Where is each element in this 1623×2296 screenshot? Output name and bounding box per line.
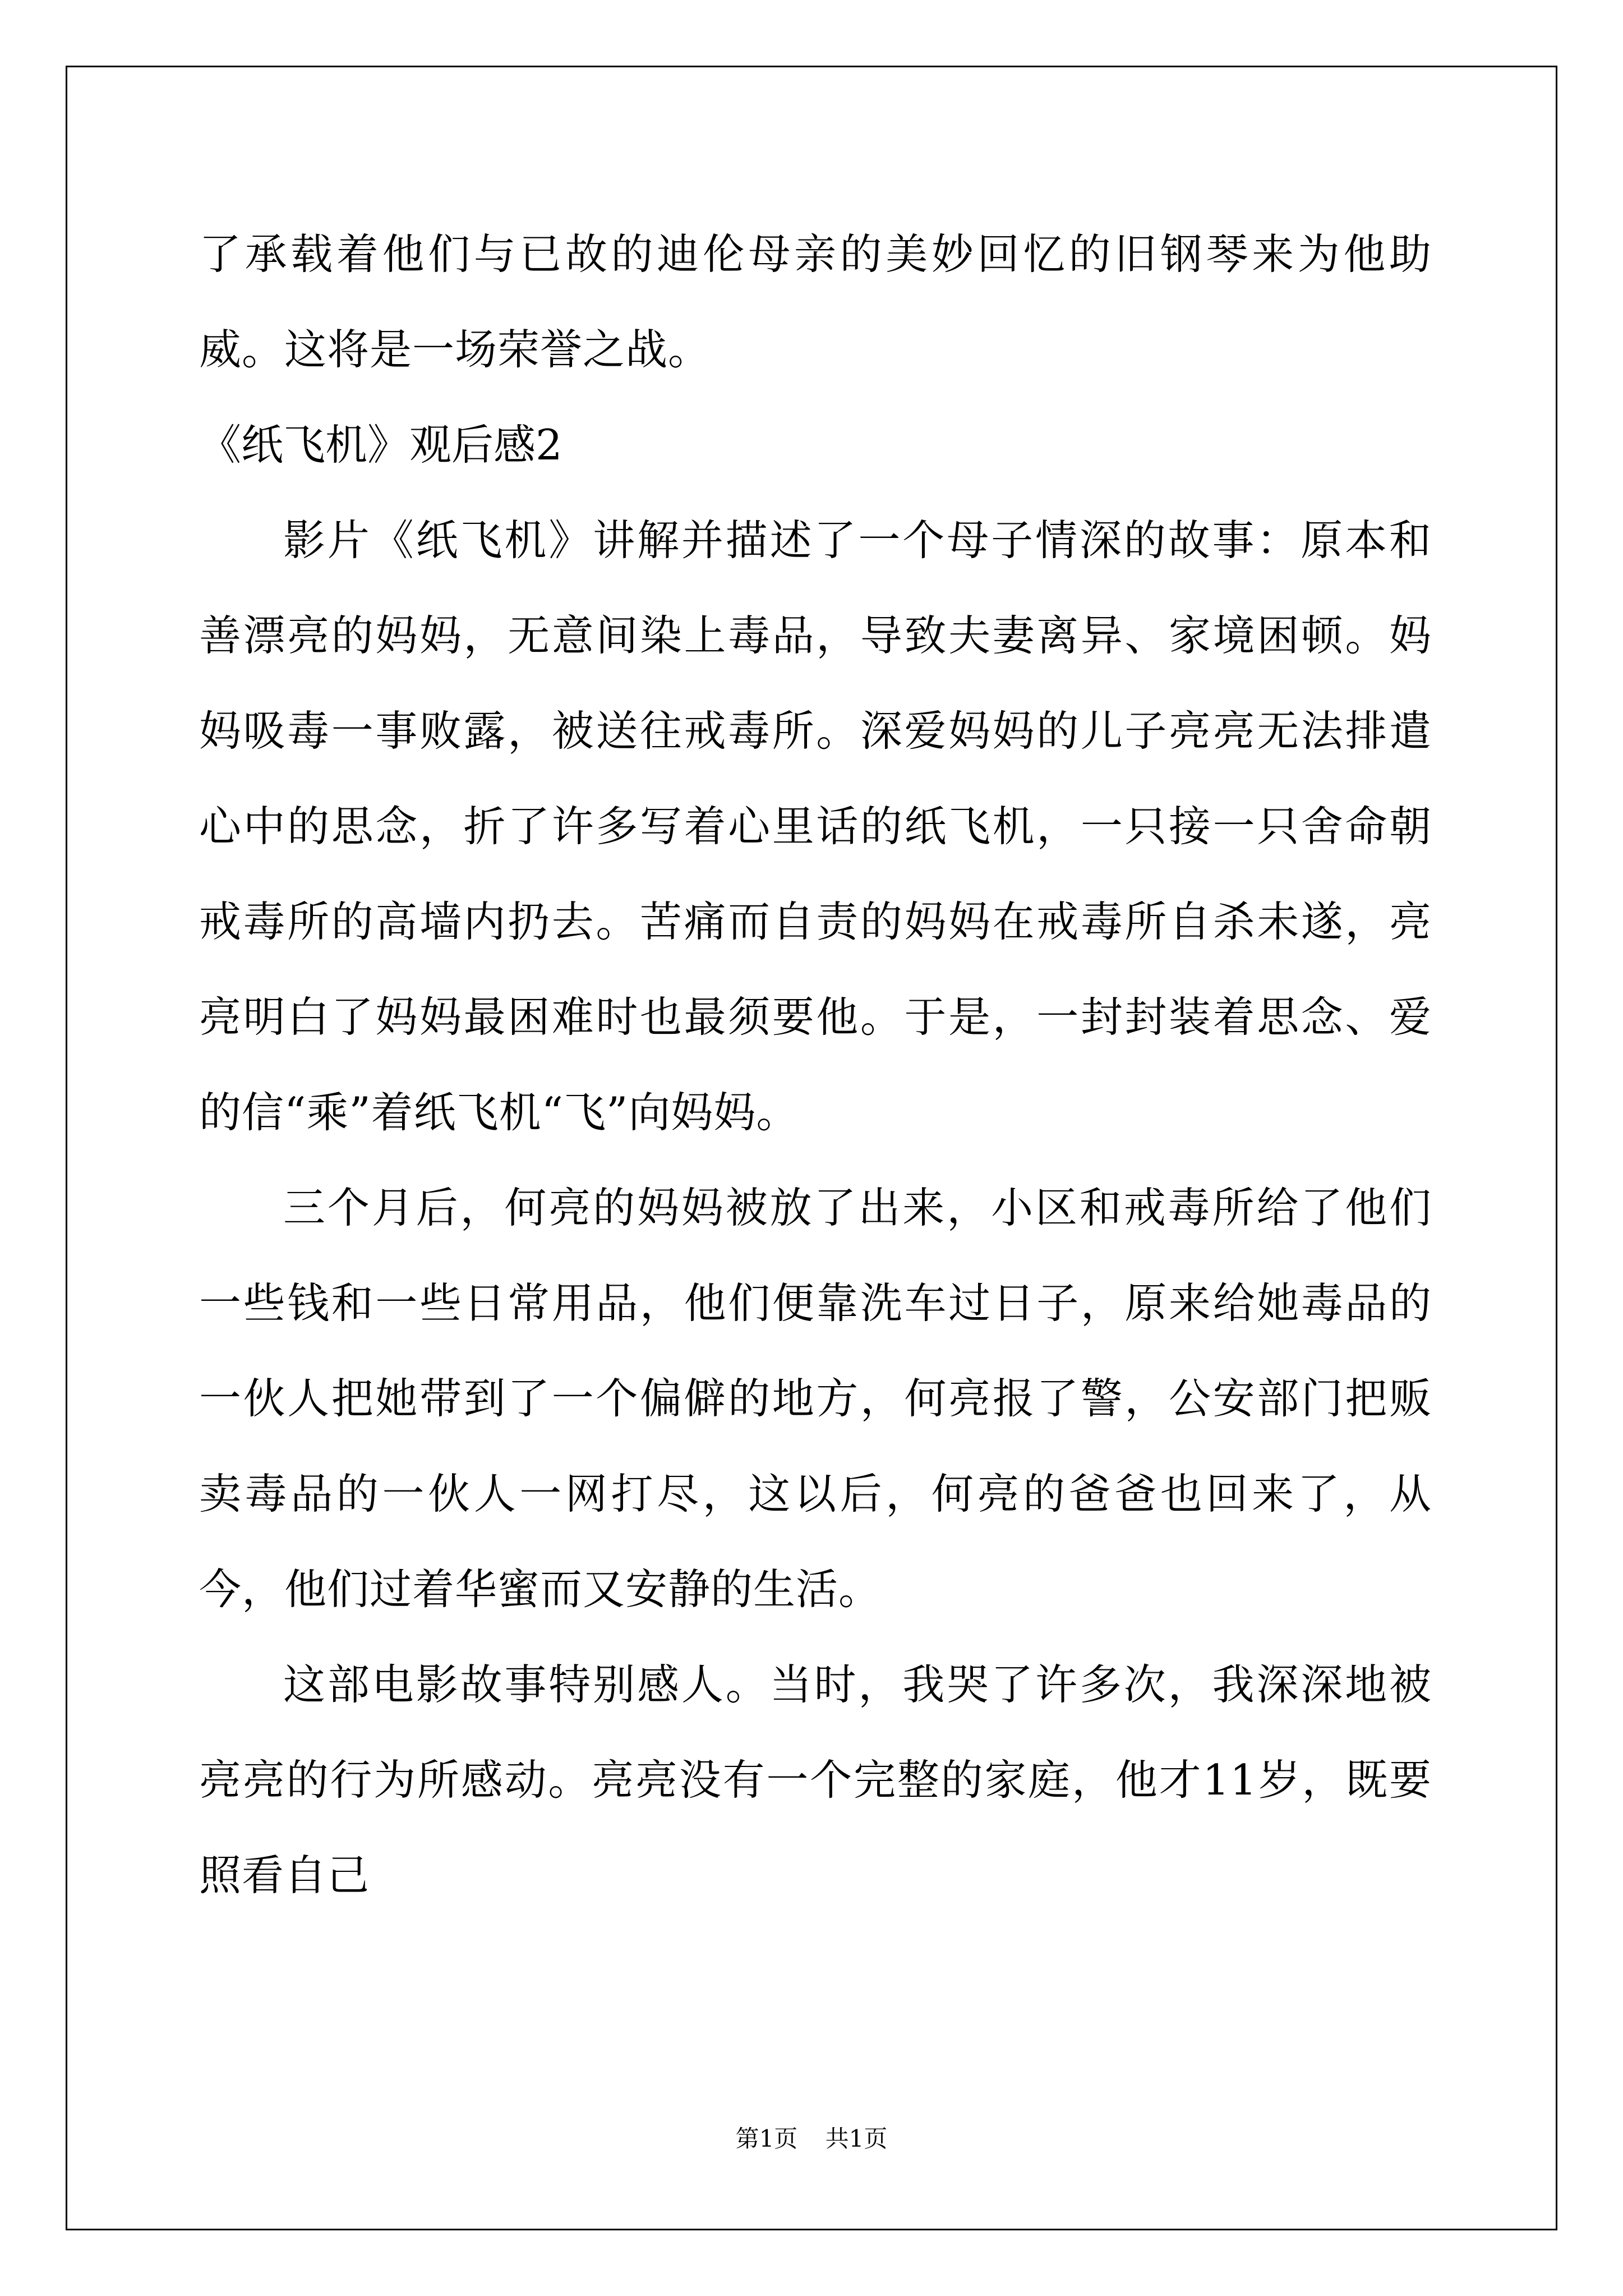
paragraph-continued: 了承载着他们与已故的迪伦母亲的美妙回忆的旧钢琴来为他助威。这将是一场荣誉之战。 [199,229,1432,374]
section-heading: 《纸飞机》观后感2 [199,420,562,470]
paragraph-aftermath: 三个月后，何亮的妈妈被放了出来，小区和戒毒所给了他们一些钱和一些日常用品，他们便靠洗车过日子，原来给她毒品的一伙人把她带到了一个偏僻的地方，何亮报了警，公安部门把贩卖毒品的一伙人一网打尽，这以后，何亮的爸爸也回来了，从今，他们过着华蜜而又安静的生活。 [199,1183,1432,1614]
paragraph-reflection: 这部电影故事特别感人。当时，我哭了许多次，我深深地被亮亮的行为所感动。亮亮没有一个完整的家庭，他才11岁，既要照看自己 [199,1660,1432,1900]
page-number: 第1页 [735,2125,798,2152]
paragraph-summary: 影片《纸飞机》讲解并描述了一个母子情深的故事：原本和善漂亮的妈妈，无意间染上毒品，导致夫妻离异、家境困顿。妈妈吸毒一事败露，被送往戒毒所。深爱妈妈的儿子亮亮无法排遣心中的思念，折了许多写着心里话的纸飞机，一只接一只舍命朝戒毒所的高墙内扔去。苦痛而自责的妈妈在戒毒所自杀未遂，亮亮明白了妈妈最困难时也最须要他。于是，一封封装着思念、爱的信“乘”着纸飞机“飞”向妈妈。 [199,516,1432,1137]
page-total: 共1页 [825,2125,888,2152]
page-footer [0,2120,1623,2154]
document-body [199,206,1432,1923]
